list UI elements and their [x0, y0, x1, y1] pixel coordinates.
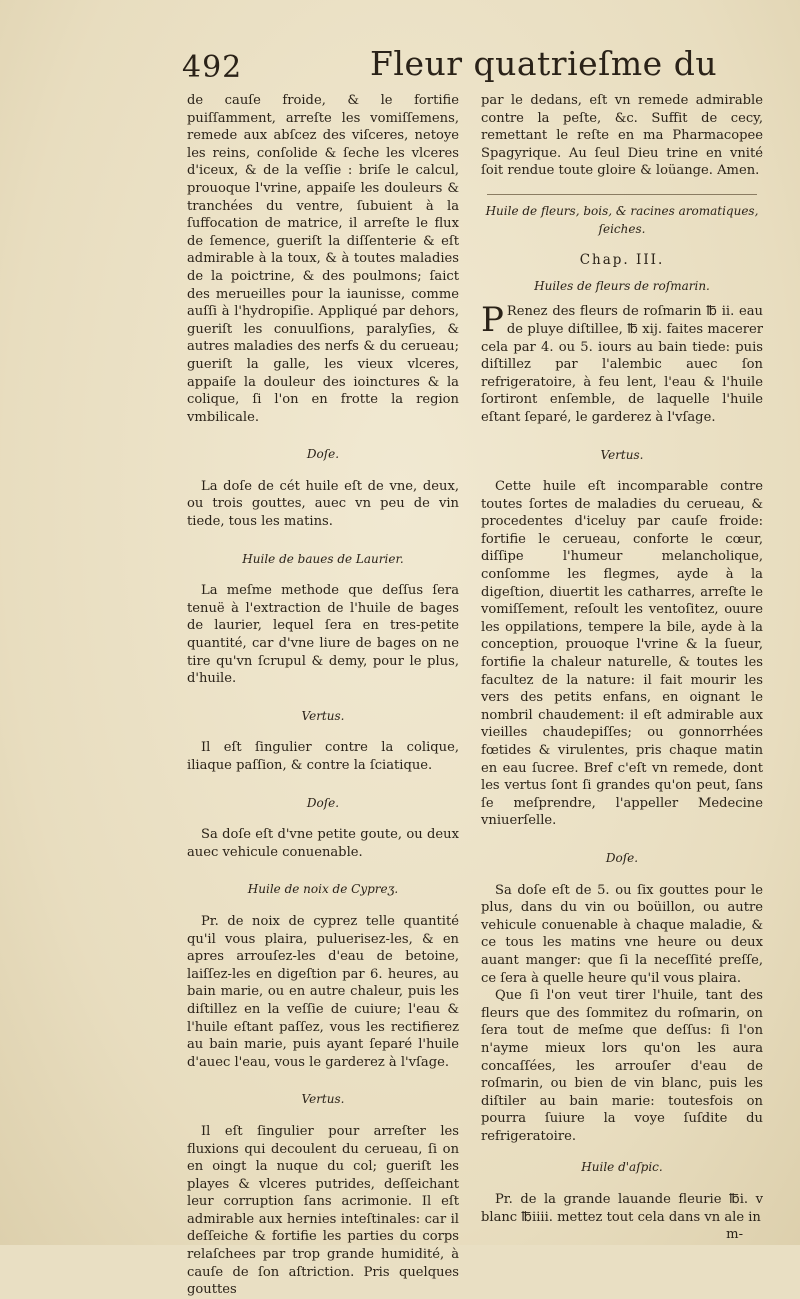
- paragraph: La meſme methode que deſſus ſera tenuë à l'extraction de l'huile de bages de laurier, lequel ſera en tres-petite quantité, car d'vne liure de bages on ne tire qu'vn ſcrupul & demy, pour le plus, d'huile.: [187, 583, 459, 687]
- chapter-subheading: Huiles de fleurs de roſmarin.: [534, 278, 710, 293]
- paragraph: Sa doſe eſt d'vne petite goute, ou deux auec vehicule conuenable.: [187, 827, 459, 860]
- paragraph-text: Renez des fleurs de roſmarin ℔ ii. eau de pluye diſtillee, ℔ xij. faites macerer cela par 4. ou 5. iours au bain tiede: puis diſtillez par l'alembic auec ſon refrigeratoire, à feu lent, l'eau & l'huile ſortiront enſemble, de laquelle l'huile eſtant ſeparé, le garderez à l'vſage.: [481, 304, 763, 425]
- paragraph: par le dedans, eſt vn remede admirable contre la peſte, &c. Suffit de cecy, remettant le reſte en ma Pharmacopee Spagyrique. Au ſeul Dieu trine en vnité ſoit rendue toute gloire & loüange. Amen.: [481, 93, 763, 179]
- section-heading: Doſe.: [306, 447, 340, 462]
- section-heading: Huile de baues de Laurier.: [242, 551, 404, 566]
- chapter-heading: Chap. III.: [579, 252, 665, 269]
- section-heading: Doſe.: [605, 850, 639, 865]
- paragraph: Que ſi l'on veut tirer l'huile, tant des fleurs que des ſommitez du roſmarin, on ſera tout de meſme que deſſus: ſi l'on n'ayme mieux lors qu'on les aura concaſſées, les arrouſer d'eau de roſmarin, ou bien de vin blanc, puis les diſtiler au bain marie: toutesfois on pourra ſuiure la voye ſuſdite du refrigeratoire.: [481, 988, 763, 1144]
- section-heading: Huile de noix de Cypreʒ.: [247, 882, 399, 897]
- section-heading: Doſe.: [306, 795, 340, 810]
- paragraph: Cette huile eſt incomparable contre toutes ſortes de maladies du cerueau, & procedentes d'iceluy par cauſe froide: fortifie le cerueau, conforte le cœur, diſſipe l'humeur melancholique, conſomme les flegmes, ayde à la digeſtion, diuertit les catharres, arreſte le vomiſſement, reſoult les ventoſitez, ouure les oppilations, tempere la bile, ayde à la conception, prouoque l'vrine & la ſueur, fortifie la chaleur naturelle, & toutes les facultez de la nature: il fait mourir les vers des petits enfans, en oignant le nombril chaudement: il eſt admirable aux vieilles chaudepiſſes; ou gonnorrhées fœtides & virulentes, pris chaque matin en eau ſucree. Bref c'eſt vn remede, dont les vertus ſont ſi grandes qu'on peut, ſans ſe meſprendre, l'appeller Medecine vniuerſelle.: [481, 479, 763, 829]
- paragraph: Pr. de noix de cyprez telle quantité qu'il vous plaira, puluerisez-les, & en apres arrouſez-les d'eau de betoine, laiſſez-les en digeſtion par 6. heures, au bain marie, ou en autre chaleur, puis les diſtillez en la veſſie de cuiure; l'eau & l'huile eſtant paſſez, vous les rectifierez au bain marie, puis ayant ſeparé l'huile d'auec l'eau, vous le garderez à l'vſage.: [187, 913, 459, 1070]
- right-column: [481, 92, 763, 1244]
- page-header: [180, 44, 740, 90]
- left-column: [187, 92, 459, 1299]
- paragraph: Sa doſe eſt de 5. ou ſix gouttes pour le plus, dans du vin ou boüillon, ou autre vehicule conuenable à chaque maladie, & ce tous les matins vne heure ou deux auant manger: que ſi la neceſſité preſſe, ce ſera à quelle heure qu'il vous plaira.: [481, 882, 763, 986]
- section-heading: Vertus.: [301, 1092, 345, 1107]
- paragraph: Il eſt ſingulier pour arreſter les fluxions qui decoulent du cerueau, ſi on en oingt la nuque du col; gueriſt les playes & vlceres putrides, deſſeichant leur corruption ſans acrimonie. Il eſt admirable aux hernies inteſtinales: car il deſſeiche & fortifie les parties du corps relaſchees par trop grande humidité, à cauſe de ſon aſtriction. Pris quelques gouttes: [187, 1123, 459, 1298]
- section-heading: Vertus.: [301, 708, 345, 723]
- paragraph: [481, 300, 763, 426]
- page-number: 492: [182, 50, 243, 85]
- running-title: Fleur quatrieſme du: [370, 44, 718, 83]
- paragraph: La doſe de cét huile eſt de vne, deux, ou trois gouttes, auec vn peu de vin tiede, tous les matins.: [187, 478, 459, 530]
- section-heading: Vertus.: [600, 447, 644, 462]
- drop-cap: P: [481, 300, 504, 341]
- section-heading: Huile de fleurs, bois, & racines aromatiques, ſeiches.: [485, 203, 759, 236]
- paragraph: Il eſt ſingulier contre la colique, iliaque paſſion, & contre la ſciatique.: [187, 740, 459, 773]
- section-heading: Huile d'aſpic.: [581, 1160, 663, 1175]
- paragraph: de cauſe froide, & le fortifie puiſſamment, arreſte les vomiſſemens, remede aux abſcez des viſceres, netoye les reins, conſolide & ſeche les vlceres d'iceux, & de la veſſie : briſe le calcul, prouoque l'vrine, appaiſe les douleurs & tranchées du ventre, ſubuient à la ſuffocation de matrice, il arreſte le flux de ſemence, gueriſt la diſſenterie & eſt admirable à la toux, & à toutes maladies de la poictrine, & des poulmons; ſaict des merueilles pour la iaunisse, comme auſſi à l'hydropiſie. Appliqué par dehors, gueriſt les conuulſions, paralyſies, & autres maladies des nerfs & du cerueau; gueriſt la galle, les vieux vlceres, appaiſe la douleur des ioinctures & la colique, ſi l'on en frotte la region vmbilicale.: [187, 93, 459, 425]
- paragraph: Pr. de la grande lauande fleurie ℔i. v blanc ℔iiii. mettez tout cela dans vn ale in: [481, 1192, 763, 1225]
- catchword: m-: [726, 1227, 743, 1243]
